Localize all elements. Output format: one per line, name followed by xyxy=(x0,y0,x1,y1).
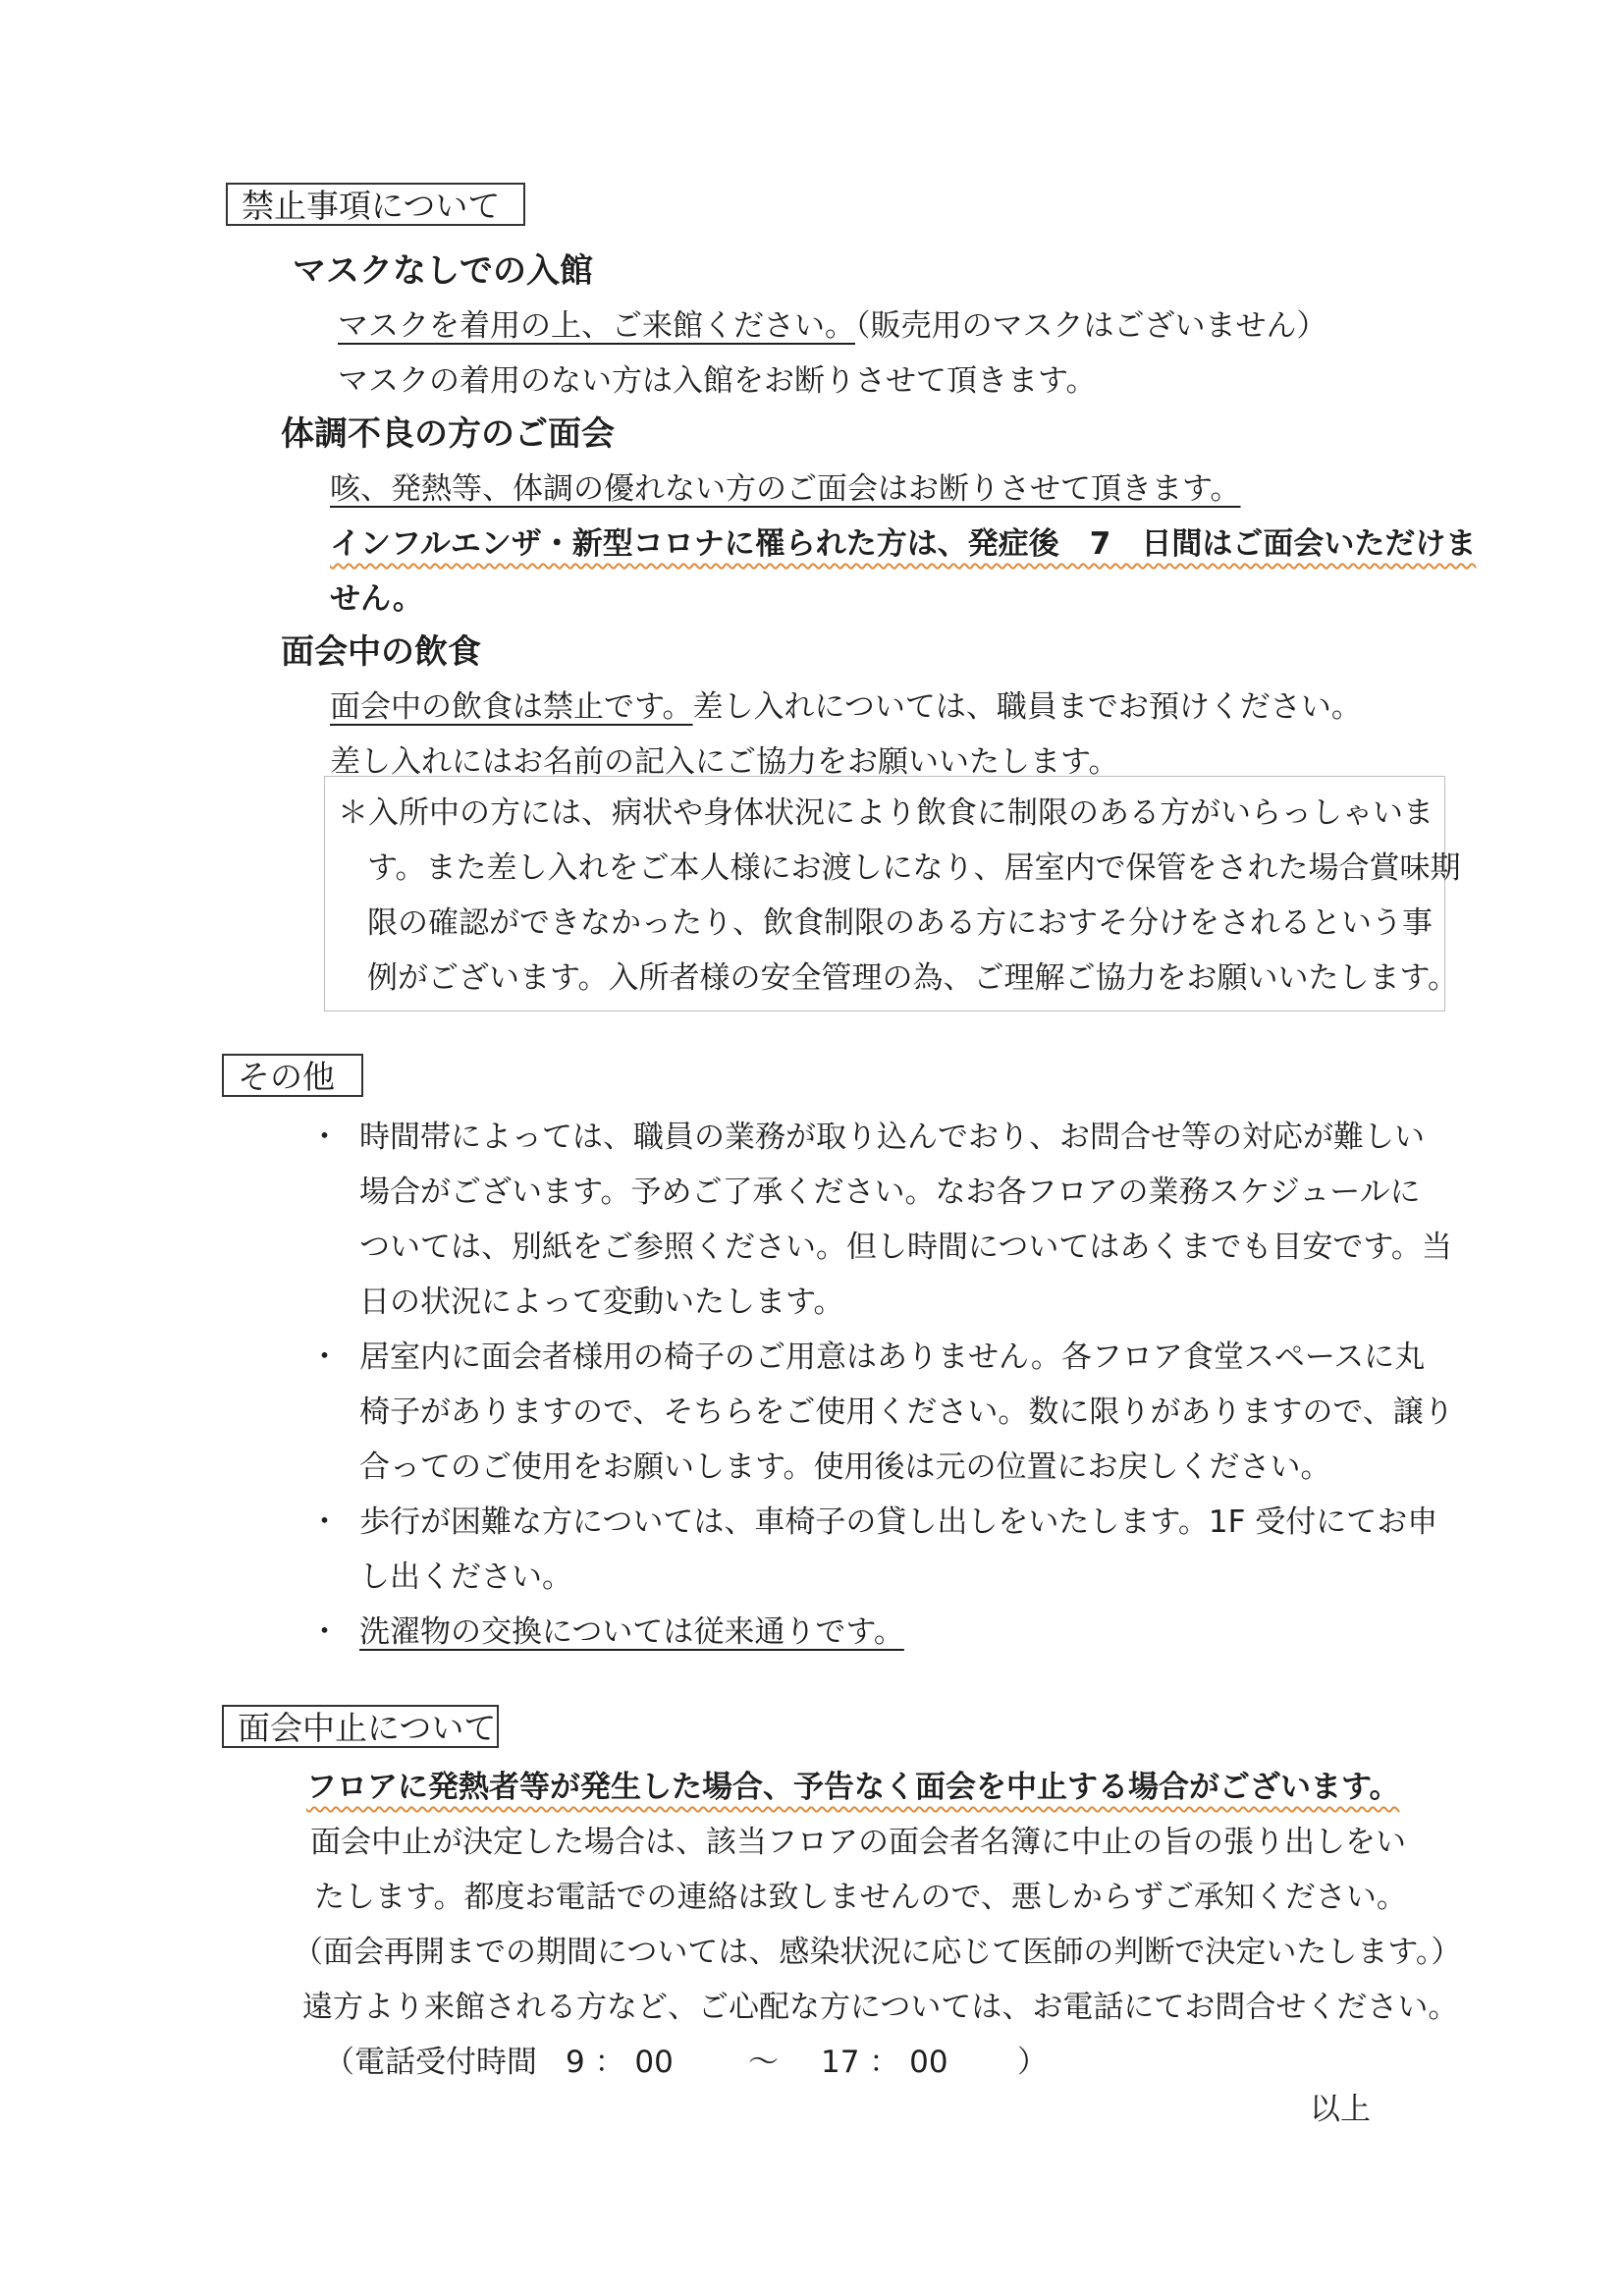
phone-hours-start: 9 ： 00 xyxy=(566,2045,674,2080)
food-line-1-rest: 差し入れについては、職員までお預けください。 xyxy=(692,689,1362,725)
suspension-line-4: 遠方より来館される方など、ご心配な方については、お電話にてお問合せください。 xyxy=(302,1990,1459,2025)
food-note-line-2: す。また差し入れをご本人様にお渡しになり、居室内で保管をされた場合賞味期 xyxy=(367,850,1461,886)
other-item-1-line-3: ついては、別紙をご参照ください。但し時間についてはあくまでも目安です。当 xyxy=(359,1230,1452,1265)
food-line-1 xyxy=(330,682,1362,726)
illness-line-3: せん。 xyxy=(330,581,423,617)
closing-text: 以上 xyxy=(1310,2092,1371,2127)
other-item-4-line-1: 洗濯物の交換については従来通りです。 xyxy=(359,1614,904,1650)
bullet-3: ・ xyxy=(309,1504,340,1540)
other-item-3-line-2: し出ください。 xyxy=(359,1559,572,1595)
section-header-prohibited xyxy=(226,183,525,226)
bullet-1: ・ xyxy=(309,1120,340,1155)
section-header-text: その他 xyxy=(238,1058,335,1096)
food-line-2: 差し入れにはお名前の記入にご協力をお願いいたします。 xyxy=(330,744,1119,780)
mask-line-1-rest: （販売用のマスクはございません） xyxy=(855,308,1327,344)
food-note-line-4: 例がございます。入所者様の安全管理の為、ご理解ご協力をお願いいたします。 xyxy=(367,960,1459,996)
food-line-1-underlined: 面会中の飲食は禁止です。 xyxy=(330,689,693,725)
section-header-text: 面会中止について xyxy=(238,1709,497,1747)
other-item-2-line-2: 椅子がありますので、そちらをご使用ください。数に限りがありますので、譲り xyxy=(359,1394,1454,1430)
section-header-suspension xyxy=(222,1705,499,1748)
food-note-line-3: 限の確認ができなかったり、飲食制限のある方におすそ分けをされるという事 xyxy=(367,905,1433,941)
section-header-other xyxy=(222,1054,363,1097)
illness-line-1: 咳、発熱等、体調の優れない方のご面会はお断りさせて頂きます。 xyxy=(330,471,1241,507)
section-header-text: 禁止事項について xyxy=(242,187,501,225)
subheading-illness: 体調不良の方のご面会 xyxy=(281,414,615,454)
suspension-line-3: （面会再開までの期間については、感染状況に応じて医師の判断で決定いたします。） xyxy=(293,1935,1462,1970)
phone-hours-close: ） xyxy=(1017,2045,1048,2080)
suspension-bold-line: フロアに発熱者等が発生した場合、予告なく面会を中止する場合がございます。 xyxy=(306,1770,1400,1805)
bullet-2: ・ xyxy=(309,1339,340,1375)
bullet-4: ・ xyxy=(309,1614,340,1650)
suspension-line-1: 面会中止が決定した場合は、該当フロアの面会者名簿に中止の旨の張り出しをい xyxy=(310,1825,1406,1860)
other-item-2-line-3: 合ってのご使用をお願いします。使用後は元の位置にお戻しください。 xyxy=(359,1449,1331,1485)
suspension-line-2: たします。都度お電話での連絡は致しませんので、悪しからずご承知ください。 xyxy=(314,1880,1407,1915)
other-item-3-line-1: 歩行が困難な方については、車椅子の貸し出しをいたします。1F 受付にてお申 xyxy=(359,1504,1438,1540)
mask-line-1-underlined: マスクを着用の上、ご来館ください。 xyxy=(338,308,855,344)
mask-line-1 xyxy=(338,301,1327,345)
other-item-1-line-2: 場合がございます。予めご了承ください。なお各フロアの業務スケジュールに xyxy=(359,1175,1421,1210)
phone-hours-label: （電話受付時間 xyxy=(324,2045,537,2080)
other-item-1-line-4: 日の状況によって変動いたします。 xyxy=(359,1285,844,1320)
mask-line-2: マスクの着用のない方は入館をお断りさせて頂きます。 xyxy=(338,363,1097,399)
phone-hours-tilde: ～ xyxy=(748,2045,779,2080)
illness-line-2: インフルエンザ・新型コロナに罹られた方は、発症後 7 日間はご面会いただけま xyxy=(330,526,1477,562)
phone-hours-end: 17 ： 00 xyxy=(821,2045,948,2080)
other-item-1-line-1: 時間帯によっては、職員の業務が取り込んでおり、お問合せ等の対応が難しい xyxy=(359,1120,1425,1155)
other-item-2-line-1: 居室内に面会者様用の椅子のご用意はありません。各フロア食堂スペースに丸 xyxy=(359,1339,1426,1375)
subheading-mask: マスクなしでの入館 xyxy=(293,251,593,291)
food-note-line-1: ＊入所中の方には、病状や身体状況により飲食に制限のある方がいらっしゃいま xyxy=(338,795,1434,831)
subheading-food: 面会中の飲食 xyxy=(281,632,481,672)
